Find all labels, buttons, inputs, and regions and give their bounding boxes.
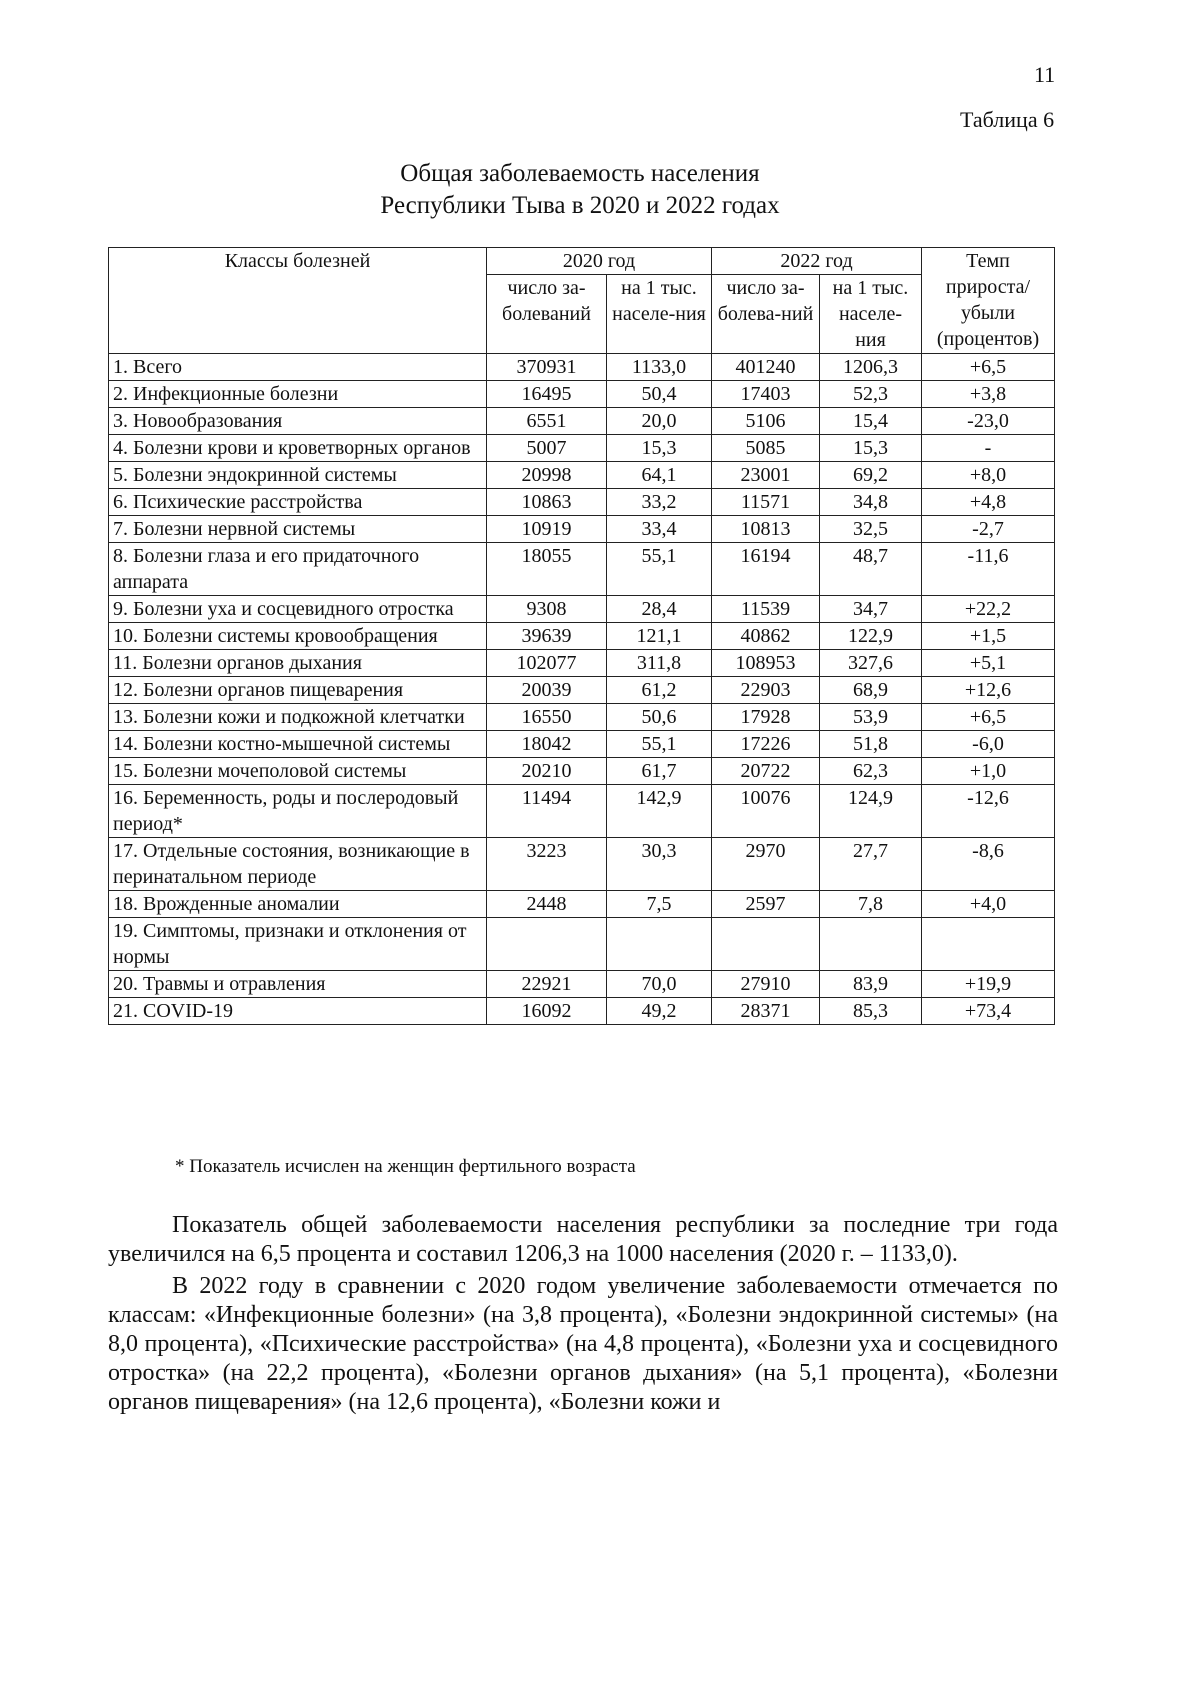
row-cases-2020: 102077 [487,650,607,677]
row-growth-rate: +4,8 [922,489,1055,516]
row-per1000-2022: 51,8 [820,731,922,758]
row-cases-2022: 16194 [712,543,820,596]
row-disease-class: 20. Травмы и отравления [109,971,487,998]
row-growth-rate: - [922,435,1055,462]
row-cases-2020: 20039 [487,677,607,704]
table-row [109,516,1055,543]
row-per1000-2020: 7,5 [607,891,712,918]
row-growth-rate [922,918,1055,971]
row-cases-2022: 17226 [712,731,820,758]
row-per1000-2020 [607,918,712,971]
header-growth-rate: Темп прироста/ убыли (процентов) [922,248,1055,354]
row-disease-class: 16. Беременность, роды и послеродовый период* [109,785,487,838]
table-row [109,704,1055,731]
row-per1000-2022: 15,4 [820,408,922,435]
row-per1000-2020: 50,6 [607,704,712,731]
row-cases-2022: 10813 [712,516,820,543]
row-cases-2020: 16092 [487,998,607,1025]
morbidity-table [108,247,1055,1025]
row-disease-class: 6. Психические расстройства [109,489,487,516]
row-growth-rate: -11,6 [922,543,1055,596]
header-per1000-2022: на 1 тыс. населе-ния [820,275,922,354]
table-row [109,623,1055,650]
table-row [109,785,1055,838]
row-growth-rate: -2,7 [922,516,1055,543]
row-growth-rate: +5,1 [922,650,1055,677]
row-cases-2020: 3223 [487,838,607,891]
table-row [109,435,1055,462]
row-disease-class: 5. Болезни эндокринной системы [109,462,487,489]
table-body [109,354,1055,1025]
table-row [109,891,1055,918]
row-disease-class: 12. Болезни органов пищеварения [109,677,487,704]
row-per1000-2020: 20,0 [607,408,712,435]
row-cases-2020: 20210 [487,758,607,785]
row-growth-rate: +3,8 [922,381,1055,408]
row-disease-class: 2. Инфекционные болезни [109,381,487,408]
page-number: 11 [1034,62,1056,87]
row-disease-class: 7. Болезни нервной системы [109,516,487,543]
row-disease-class: 3. Новообразования [109,408,487,435]
table-row [109,998,1055,1025]
row-growth-rate: -23,0 [922,408,1055,435]
row-per1000-2022: 85,3 [820,998,922,1025]
table-row [109,596,1055,623]
row-cases-2022: 28371 [712,998,820,1025]
row-growth-rate: +6,5 [922,704,1055,731]
row-disease-class: 4. Болезни крови и кроветворных органов [109,435,487,462]
row-per1000-2022: 68,9 [820,677,922,704]
table-row [109,918,1055,971]
table-title-line-1: Общая заболеваемость населения [400,160,760,187]
row-per1000-2020: 33,2 [607,489,712,516]
row-growth-rate: +19,9 [922,971,1055,998]
row-growth-rate: +73,4 [922,998,1055,1025]
row-per1000-2022: 7,8 [820,891,922,918]
row-disease-class: 13. Болезни кожи и подкожной клетчатки [109,704,487,731]
row-growth-rate: +1,0 [922,758,1055,785]
row-per1000-2022: 62,3 [820,758,922,785]
row-disease-class: 18. Врожденные аномалии [109,891,487,918]
row-cases-2022: 17928 [712,704,820,731]
row-per1000-2020: 142,9 [607,785,712,838]
row-cases-2020: 370931 [487,354,607,381]
row-disease-class: 8. Болезни глаза и его придаточного аппарата [109,543,487,596]
table-row [109,408,1055,435]
row-cases-2020: 10863 [487,489,607,516]
row-per1000-2022: 15,3 [820,435,922,462]
row-per1000-2022: 48,7 [820,543,922,596]
table-row [109,354,1055,381]
body-text [108,1211,1058,1420]
row-per1000-2020: 70,0 [607,971,712,998]
row-cases-2020: 5007 [487,435,607,462]
row-disease-class: 11. Болезни органов дыхания [109,650,487,677]
row-cases-2020: 6551 [487,408,607,435]
row-per1000-2020: 55,1 [607,731,712,758]
table-row [109,489,1055,516]
row-per1000-2020: 49,2 [607,998,712,1025]
row-cases-2022: 10076 [712,785,820,838]
row-per1000-2020: 1133,0 [607,354,712,381]
row-growth-rate: +1,5 [922,623,1055,650]
row-cases-2022: 20722 [712,758,820,785]
row-cases-2022: 40862 [712,623,820,650]
row-per1000-2022: 83,9 [820,971,922,998]
header-year-2020: 2020 год [487,248,712,275]
row-disease-class: 21. COVID-19 [109,998,487,1025]
table-row [109,677,1055,704]
row-cases-2022: 11539 [712,596,820,623]
row-per1000-2022: 52,3 [820,381,922,408]
row-cases-2020: 16495 [487,381,607,408]
row-growth-rate: +22,2 [922,596,1055,623]
table-row [109,462,1055,489]
row-cases-2020: 18042 [487,731,607,758]
row-disease-class: 17. Отдельные состояния, возникающие в перинатальном периоде [109,838,487,891]
row-disease-class: 14. Болезни костно-мышечной системы [109,731,487,758]
row-per1000-2020: 311,8 [607,650,712,677]
row-cases-2022: 401240 [712,354,820,381]
row-per1000-2020: 64,1 [607,462,712,489]
row-disease-class: 1. Всего [109,354,487,381]
row-disease-class: 9. Болезни уха и сосцевидного отростка [109,596,487,623]
row-cases-2022: 11571 [712,489,820,516]
row-growth-rate: +4,0 [922,891,1055,918]
row-disease-class: 10. Болезни системы кровообращения [109,623,487,650]
row-cases-2020: 16550 [487,704,607,731]
row-per1000-2020: 33,4 [607,516,712,543]
row-per1000-2020: 61,2 [607,677,712,704]
row-cases-2022: 23001 [712,462,820,489]
row-per1000-2022 [820,918,922,971]
row-per1000-2022: 53,9 [820,704,922,731]
row-growth-rate: +6,5 [922,354,1055,381]
row-per1000-2022: 32,5 [820,516,922,543]
row-cases-2020: 20998 [487,462,607,489]
row-per1000-2022: 1206,3 [820,354,922,381]
table-row [109,838,1055,891]
table-row [109,650,1055,677]
row-cases-2022: 27910 [712,971,820,998]
row-per1000-2020: 61,7 [607,758,712,785]
row-cases-2022: 5106 [712,408,820,435]
header-year-2022: 2022 год [712,248,922,275]
row-per1000-2020: 50,4 [607,381,712,408]
row-cases-2020: 39639 [487,623,607,650]
row-per1000-2020: 28,4 [607,596,712,623]
row-growth-rate: -12,6 [922,785,1055,838]
row-disease-class: 19. Симптомы, признаки и отклонения от нормы [109,918,487,971]
row-per1000-2022: 34,8 [820,489,922,516]
row-cases-2020: 2448 [487,891,607,918]
row-cases-2020: 9308 [487,596,607,623]
row-growth-rate: +8,0 [922,462,1055,489]
table-title-line-2: Республики Тыва в 2020 и 2022 годах [380,192,780,219]
header-per1000-2020: на 1 тыс. населе-ния [607,275,712,354]
row-per1000-2020: 55,1 [607,543,712,596]
row-cases-2022: 108953 [712,650,820,677]
table-row [109,971,1055,998]
row-per1000-2022: 34,7 [820,596,922,623]
row-cases-2020: 22921 [487,971,607,998]
row-per1000-2022: 122,9 [820,623,922,650]
row-cases-2022: 17403 [712,381,820,408]
row-per1000-2022: 69,2 [820,462,922,489]
header-classes: Классы болезней [109,248,487,354]
row-cases-2022: 2597 [712,891,820,918]
row-growth-rate: -6,0 [922,731,1055,758]
table-row [109,731,1055,758]
paragraph-1: Показатель общей заболеваемости населения республики за последние три года увеличился на 6,5 процента и составил 1206,3 на 1000 населения (2020 г. – 1133,0). [108,1212,1058,1267]
row-cases-2020: 11494 [487,785,607,838]
row-cases-2020: 18055 [487,543,607,596]
table-header-row [109,248,1055,275]
table-label: Таблица 6 [960,107,1055,132]
header-cases-2022: число за-болева-ний [712,275,820,354]
row-growth-rate: +12,6 [922,677,1055,704]
row-per1000-2020: 121,1 [607,623,712,650]
row-growth-rate: -8,6 [922,838,1055,891]
row-cases-2022 [712,918,820,971]
row-cases-2022: 22903 [712,677,820,704]
row-cases-2022: 5085 [712,435,820,462]
row-per1000-2022: 327,6 [820,650,922,677]
row-per1000-2022: 124,9 [820,785,922,838]
row-cases-2022: 2970 [712,838,820,891]
row-per1000-2022: 27,7 [820,838,922,891]
table-title [0,158,1160,222]
table-row [109,381,1055,408]
paragraph-2: В 2022 году в сравнении с 2020 годом увеличение заболеваемости отмечается по классам: «Инфекционные болезни» (на 3,8 процента), «Болезни эндокринной системы» (на 8,0 процента), «Психические расстройства» (на 4,8 процента), «Болезни уха и сосцевидного отростка» (на 22,2 процента), «Болезни органов дыхания» (на 5,1 процента), «Болезни органов пищеварения» (на 12,6 процента), «Болезни кожи и [108,1273,1058,1415]
row-per1000-2020: 15,3 [607,435,712,462]
table-row [109,543,1055,596]
row-cases-2020 [487,918,607,971]
row-per1000-2020: 30,3 [607,838,712,891]
footnote: * Показатель исчислен на женщин фертильного возраста [175,1156,636,1177]
table-row [109,758,1055,785]
row-disease-class: 15. Болезни мочеполовой системы [109,758,487,785]
header-cases-2020: число за-болеваний [487,275,607,354]
row-cases-2020: 10919 [487,516,607,543]
